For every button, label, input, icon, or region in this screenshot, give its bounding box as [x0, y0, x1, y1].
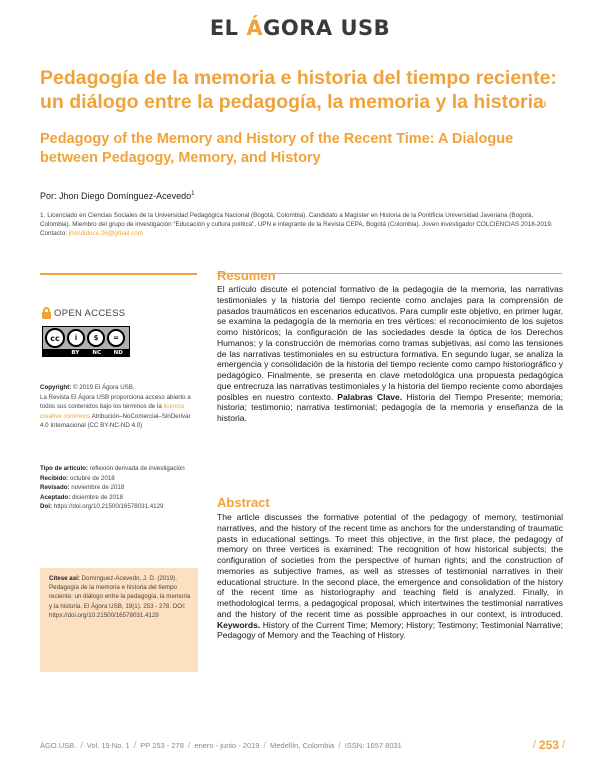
palabras-clave-label: Palabras Clave.: [337, 391, 403, 402]
copyright-block: [40, 383, 198, 431]
title-spanish: [40, 66, 565, 114]
cc-by-label: BY: [71, 350, 80, 356]
attribution-icon: i: [67, 329, 85, 347]
keywords: History of the Current Time; Memory; History; Testimony; Testimonial Narrative; Pedagogy of Memory and the Teaching of History.: [217, 619, 563, 641]
copyright-label: Copyright:: [40, 384, 72, 391]
brand-prefix: EL: [209, 16, 247, 40]
meta-type: Tipo de artículo: reflexión derivada de investigación: [40, 465, 185, 472]
footer-date: enero - junio - 2019: [194, 740, 260, 750]
license-text: Atribución–NoComercial–SinDerivar 4.0 Internacional (CC BY-NC-ND 4.0): [40, 412, 191, 430]
divider-left: [40, 273, 197, 275]
meta-accepted: Aceptado: diciembre de 2018: [40, 493, 123, 501]
citation-box: [40, 568, 198, 672]
noderivatives-icon: =: [107, 329, 125, 347]
keywords-label: Keywords.: [217, 619, 261, 630]
cc-nd-label: ND: [113, 350, 123, 356]
abstract-heading: Abstract: [217, 495, 270, 510]
footer-journal: ÁGO.USB.: [40, 740, 77, 750]
title-spanish-mark: i: [543, 99, 547, 109]
license-link[interactable]: licencia creative commons: [40, 403, 185, 420]
author-line: [40, 191, 194, 201]
author-footnote: [40, 212, 560, 238]
palabras-clave: Historia del Tiempo Presente; memoria; historia; testimonio; narrativa testimonial; pedagogía de la memoria y enseñanza de la historia.: [217, 391, 564, 423]
page-footer: ÁGO.USB. / Vol. 19 No. 1 / PP 253 - 278 / enero - junio - 2019 / Medellín, Colombia / ISSN: 1657 8031 / 253 /: [40, 738, 565, 752]
citation-text: Domínguez-Acevedo, J. D. (2019). Pedagogía de la memoria e historia del tiempo reciente: un diálogo entre la pedagogía, la memoria y la historia. El Ágora USB, 19(1). 253 - 278. DOI: https://doi.org/10.21500/16578031.4129: [49, 575, 191, 619]
author-mark: 1: [191, 191, 195, 197]
footnote-text: Licenciado en Ciencias Sociales de la Universidad Pedagógica Nacional (Bogotá, Colombia). Candidato a Magíster en Historia de la Pontificia Universidad Javeriana (Bogotá, Colombia). Miembro del grupo de investigación “Educación y cultura política”, UPN e integrante de la Revista CEPA, Bogotá (Colombia). Joven investigador COLCIENCIAS 2018-2019. Contacto:: [40, 212, 553, 237]
copyright-text: La Revista El Ágora USB proporciona acceso abierto a todos sus contenidos bajo los términos de la: [40, 393, 191, 411]
footer-issn: ISSN: 1657 8031: [344, 740, 402, 750]
open-access-label: [42, 307, 125, 319]
resumen-heading: Resumen: [217, 268, 276, 283]
meta-doi[interactable]: Doi: https://doi.org/10.21500/16578031.4129: [40, 503, 164, 511]
meta-received: Recibido: octubre de 2018: [40, 474, 115, 482]
contact-email[interactable]: jhondiduce.26@gmail.com: [68, 229, 144, 237]
open-lock-icon: [42, 307, 51, 319]
abstract-body: [217, 512, 563, 641]
footer-volume: Vol. 19 No. 1: [86, 740, 130, 750]
footnote-number: 1.: [40, 212, 46, 219]
brand-suffix: GORA USB: [263, 16, 391, 40]
journal-brand: [0, 16, 600, 40]
article-metadata: [40, 464, 205, 512]
title-english: Pedagogy of the Memory and History of the Recent Time: A Dialogue between Pedagogy, Memory, and History: [40, 131, 514, 166]
resumen-text: El artículo discute el potencial formativo de la pedagogía de la memoria, las narrativas testimoniales y la historia del tiempo reciente como anclajes para la comprensión de pasados traumáticos en escenarios educativos. Para cumplir este objetivo, en primer lugar, se examina la pedagogía de la memoria en tres vértices: el reconocimiento de los sujetos como históricos; la configuración de las sociedades desde la óptica de los Derechos Humanos; y la construcción de memorias como tramas subjetivas, así como las tensiones de las narrativas testimoniales en su estructura formativa. En segundo lugar, se analiza la emergencia y consolidación de la historia del tiempo reciente como campo historiográfico y pedagógico. Finalmente, se presenta en clave metodológica una propuesta pedagógica que entrecruza las narrativas testimoniales y la historia del tiempo reciente como abordajes posibles en nuestro contexto.: [217, 284, 563, 402]
cc-nc-label: NC: [92, 350, 102, 356]
noncommercial-icon: $: [87, 329, 105, 347]
author-name: Jhon Diego Domínguez-Acevedo: [59, 191, 192, 201]
footer-pages: PP 253 - 278: [140, 740, 184, 750]
footer-city: Medellín, Colombia: [269, 740, 335, 750]
author-prefix: Por:: [40, 191, 60, 201]
page-number: / 253 /: [532, 738, 565, 752]
copyright-holder: © 2019 El Ágora USB.: [71, 384, 135, 391]
cc-icon: cc: [45, 328, 65, 348]
abstract-text: The article discusses the formative potential of the pedagogy of memory, testimonial narratives, and the history of the recent time as anchors for the understanding of traumatic pasts in educational settings. To meet this objective, in the first place, the pedagogy of memory on three vertices is examined: The recognition of how historical subjects; the configuration of societies from the perspective of human rights; and the construction of memories as subjective frames, as well as stresses of testimonial narratives in their educational structure. In the second place, the emergence and consolidation of the history of the recent time as historiography and teaching field is analyzed. Finally, in methodological terms, a pedagogical proposal, which intertwines the testimonial narratives and the history of the recent time as possible approaches in our context, is introduced.: [217, 512, 563, 619]
citation-label: Cítese así:: [49, 575, 80, 582]
resumen-body: [217, 284, 563, 424]
meta-revised: Revisado: noviembre de 2018: [40, 484, 125, 492]
open-access-text: OPEN ACCESS: [54, 307, 126, 319]
title-spanish-text: Pedagogía de la memoria e historia del tiempo reciente: un diálogo entre la pedagogía, la memoria y la historia: [40, 67, 557, 113]
creative-commons-badge[interactable]: [42, 326, 130, 357]
brand-accent: Á: [246, 16, 264, 40]
